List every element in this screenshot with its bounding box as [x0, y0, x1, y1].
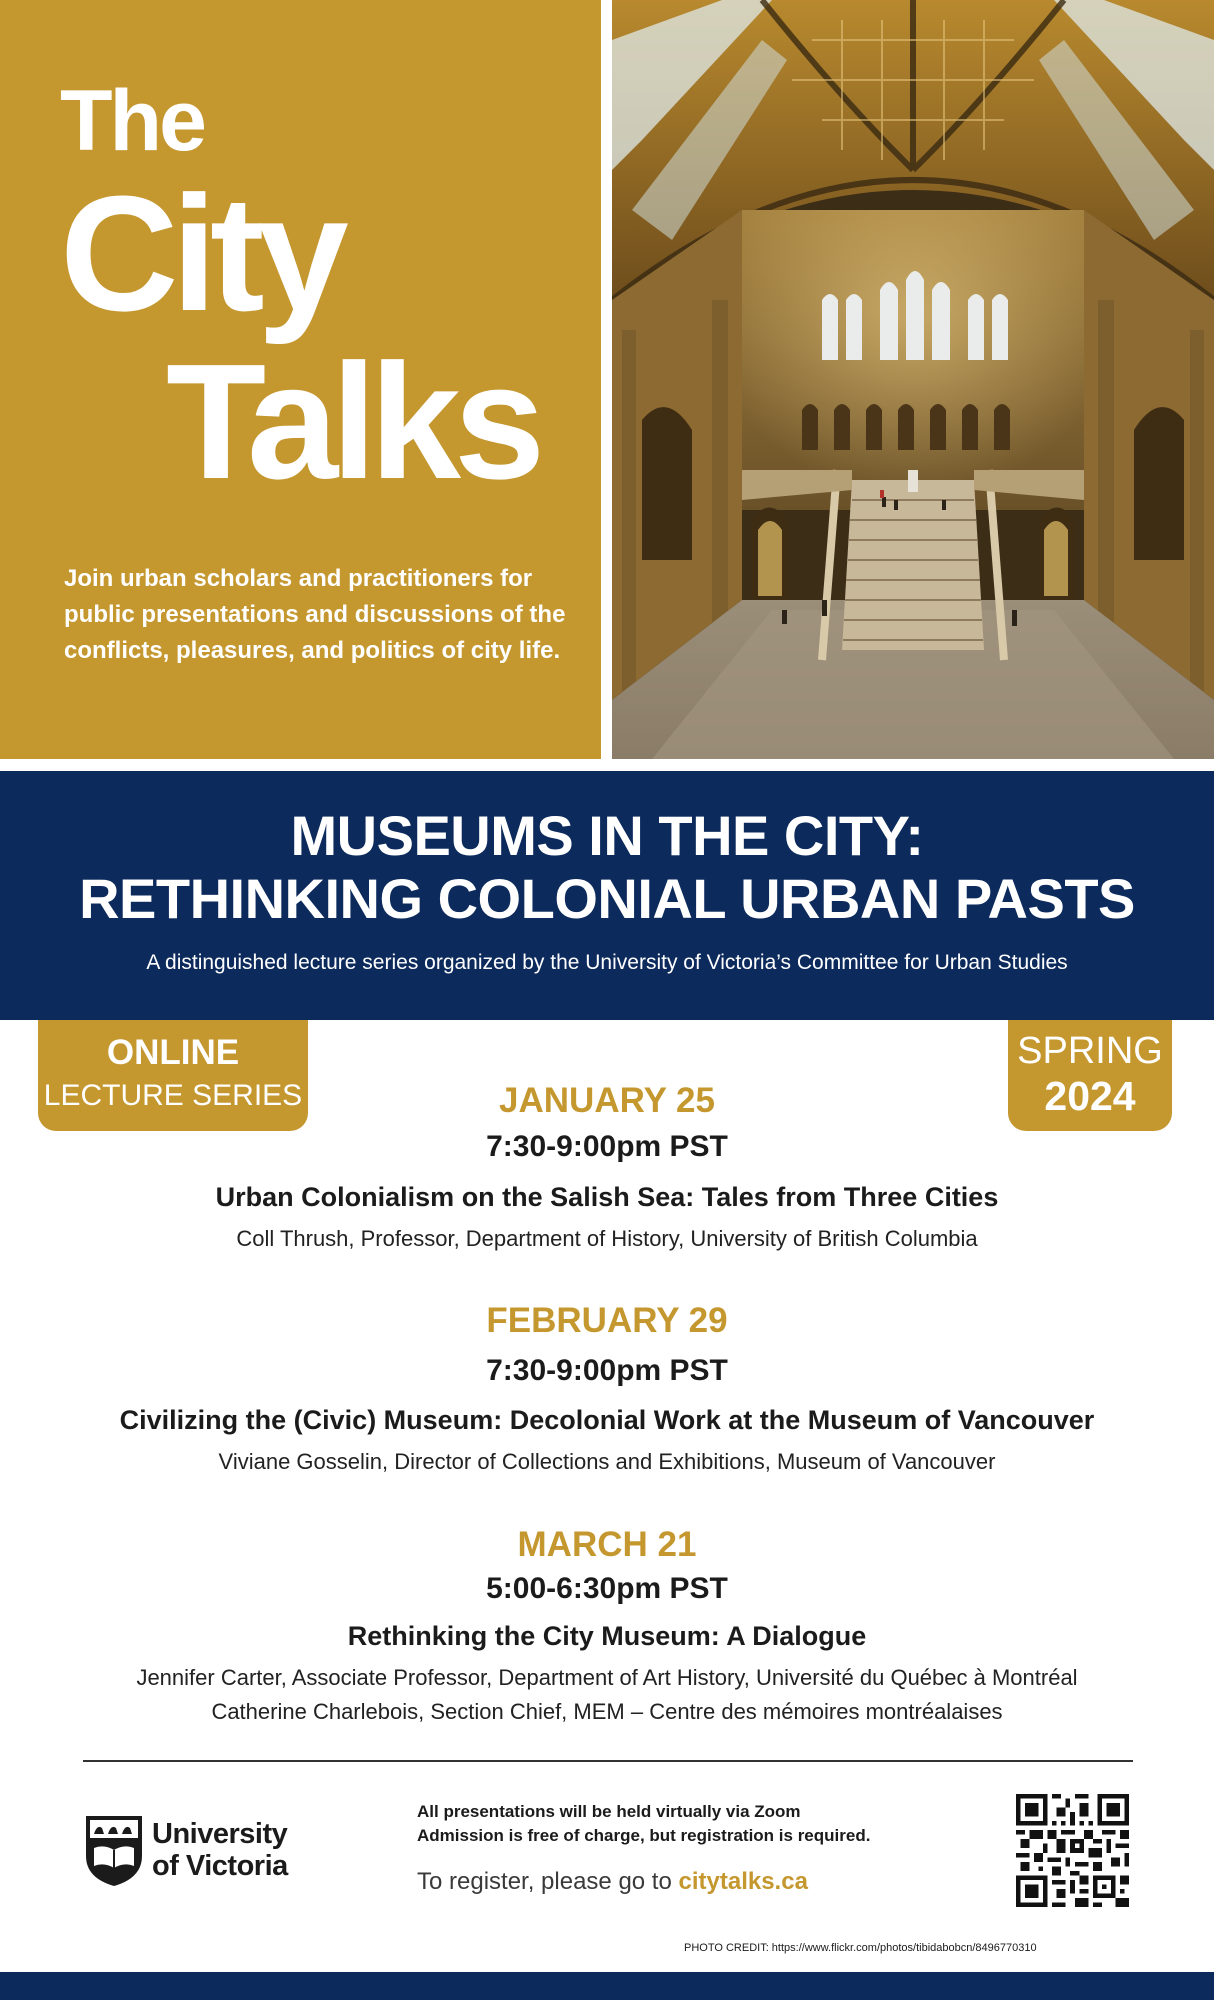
- event-title: Rethinking the City Museum: A Dialogue: [347, 1621, 867, 1651]
- event-title: Urban Colonialism on the Salish Sea: Tales from Three Cities: [215, 1182, 999, 1212]
- event-date: MARCH 21: [517, 1525, 697, 1564]
- year-label: 2024: [1044, 1073, 1136, 1119]
- series-banner: [0, 771, 1214, 1020]
- hero-intro: [64, 561, 584, 669]
- museum-hall-photo: [612, 0, 1214, 759]
- season-label: SPRING: [1017, 1030, 1163, 1072]
- title-talks: Talks: [166, 330, 539, 513]
- photo-credit: PHOTO CREDIT: https://www.flickr.com/photos/tibidabobcn/8496770310: [684, 1942, 1037, 1954]
- hero-intro-line: conflicts, pleasures, and politics of city life.: [64, 637, 561, 664]
- title-city: City: [60, 162, 342, 345]
- event-date: FEBRUARY 29: [486, 1301, 728, 1340]
- event-time: 5:00-6:30pm PST: [486, 1572, 728, 1605]
- event-time: 7:30-9:00pm PST: [486, 1354, 728, 1387]
- qr-code-icon[interactable]: [1016, 1794, 1129, 1907]
- university-name-line1: University: [152, 1818, 288, 1850]
- hero-panel: [0, 0, 601, 759]
- online-label: ONLINE: [106, 1033, 240, 1072]
- title-the: The: [60, 73, 204, 169]
- series-title-line2: RETHINKING COLONIAL URBAN PASTS: [79, 867, 1135, 930]
- event-speaker: Coll Thrush, Professor, Department of History, University of British Columbia: [236, 1226, 978, 1251]
- event-speaker: Viviane Gosselin, Director of Collections and Exhibitions, Museum of Vancouver: [218, 1449, 996, 1474]
- university-name: [152, 1818, 288, 1882]
- series-title-line1: MUSEUMS IN THE CITY:: [290, 804, 924, 867]
- register-text: [417, 1866, 808, 1898]
- bottom-bar: [0, 1972, 1214, 2000]
- lecture-series-label: LECTURE SERIES: [43, 1079, 303, 1112]
- event-speaker: Catherine Charlebois, Section Chief, MEM – Centre des mémoires montréalaises: [211, 1699, 1003, 1724]
- event-date: JANUARY 25: [499, 1081, 715, 1120]
- series-subtitle: A distinguished lecture series organized by the University of Victoria’s Committee for Urban Studies: [146, 951, 1068, 974]
- event-time: 7:30-9:00pm PST: [486, 1130, 728, 1163]
- university-name-line2: of Victoria: [152, 1850, 288, 1882]
- hero-intro-line: Join urban scholars and practitioners for: [64, 565, 533, 592]
- footer-divider: [83, 1760, 1133, 1762]
- event-speaker: Jennifer Carter, Associate Professor, Department of Art History, Université du Québec à Montréal: [136, 1665, 1078, 1690]
- event-title: Civilizing the (Civic) Museum: Decolonial Work at the Museum of Vancouver: [119, 1405, 1095, 1435]
- hero-intro-line: public presentations and discussions of the: [64, 601, 566, 628]
- zoom-info: All presentations will be held virtually via Zoom: [417, 1802, 801, 1821]
- register-prefix: To register, please go to: [417, 1868, 679, 1895]
- register-link[interactable]: citytalks.ca: [678, 1868, 808, 1895]
- admission-info: Admission is free of charge, but registration is required.: [417, 1826, 871, 1845]
- university-crest-icon: [84, 1814, 144, 1888]
